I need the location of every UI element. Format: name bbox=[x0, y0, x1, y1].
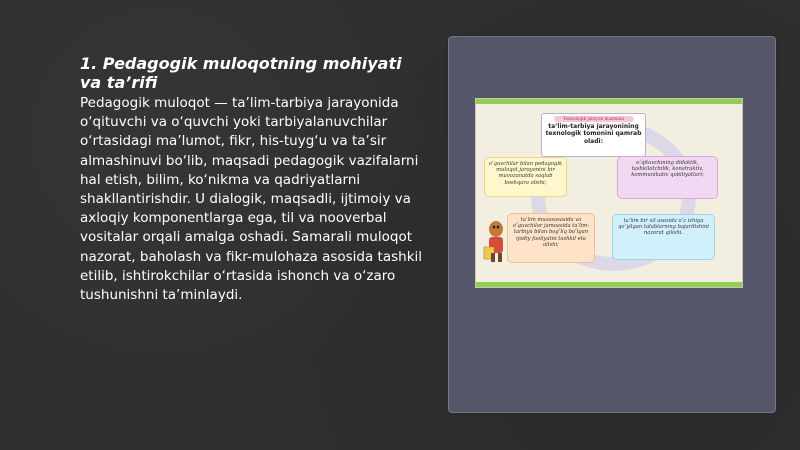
diagram-box-right-top: o‘qituvchining didaktik, tashkilotchilik, konstruktiv, kommunikativ qobiliyatlari; bbox=[617, 156, 718, 199]
slide-title: 1. Pedagogik muloqotning mohiyati va ta’rifi bbox=[80, 54, 402, 92]
diagram-top-stripe bbox=[476, 99, 742, 104]
diagram-box-right-bottom: ta’lim bir xil asosida o‘z ishiga qo‘yilgan talablarning bajarilishini nazorat qilishi. bbox=[612, 214, 715, 260]
diagram-center-tag: Texnologik jarayon mazmuni bbox=[554, 116, 634, 122]
slide-body-text: Pedagogik muloqot — ta’lim-tarbiya jarayonida o‘qituvchi va o‘quvchi yoki tarbiyalanuvchilar o‘rtasidagi ma’lumot, fikr, his-tuyg‘u va ta’sir almashinuvi bo‘lib, maqsadi pedagogik vazifalarni hal etish, bilim, ko‘nikma va qadriyatlarni shakllantirishdir. U dialogik, maqsadli, ijtimoiy va axloqiy komponentlarga ega, til va nooverbal vositalar orqali amalga oshadi. Samarali muloqot nazorat, baholash va fikr-mulohaza asosida tashkil etilib, ishtirokchilar o‘rtasida ishonch va o‘zaro tushunishni ta’minlaydi. bbox=[80, 95, 423, 304]
diagram-center-box bbox=[541, 113, 646, 157]
diagram-box-left-bottom: ta’lim muassasasida va o‘quvchilar jamoasida ta’lim-tarbiya bilan bog‘liq bo‘lgan ijodiy faoliyatni tashkil eta olishi; bbox=[507, 213, 595, 263]
diagram-bottom-stripe bbox=[476, 282, 742, 287]
teacher-mascot-icon bbox=[481, 217, 511, 265]
diagram-image bbox=[475, 98, 743, 288]
diagram-box-left-top: o‘quvchilar bilan pedagogik muloqot jarayonini bir muvozanatda saqlab boshqara olishi; bbox=[484, 157, 567, 197]
diagram-center-text: ta’lim-tarbiya jarayonining texnologik tomonini qamrab oladi: bbox=[545, 123, 642, 145]
